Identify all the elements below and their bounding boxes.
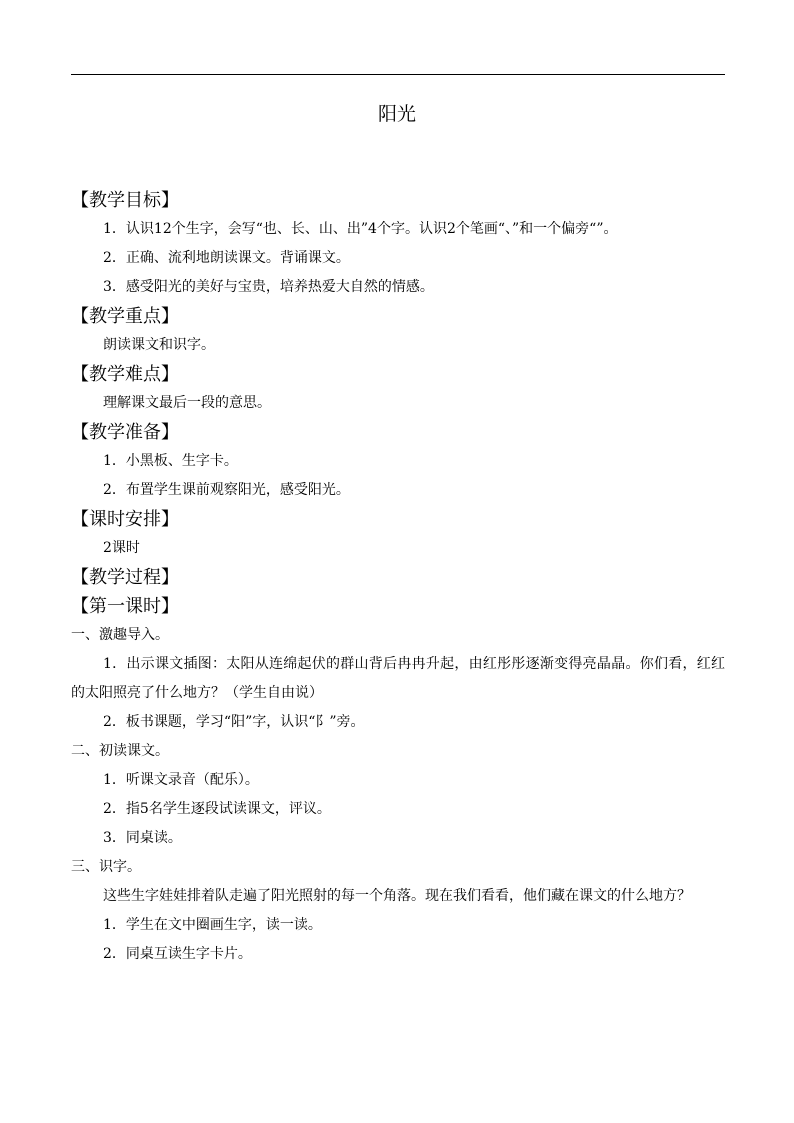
intro-paragraph: 1．出示课文插图：太阳从连绵起伏的群山背后冉冉升起，由红彤彤逐渐变得亮晶晶。你们看，红红的太阳照亮了什么地方？（学生自由说）: [71, 656, 725, 701]
literacy-paragraph: 这些生字娃娃排着队走遍了阳光照射的每一个角落。现在我们看看，他们藏在课文的什么地方？: [103, 888, 691, 904]
part-title-first-reading: 二、初读课文。: [71, 743, 169, 759]
first-reading-item-2: 2．指5名学生逐段试读课文，评议。: [103, 801, 331, 817]
section-heading-objectives: 【教学目标】: [71, 190, 179, 211]
section-heading-schedule: 【课时安排】: [71, 509, 179, 530]
objective-item-3: 3．感受阳光的美好与宝贵，培养热爱大自然的情感。: [103, 279, 434, 295]
literacy-item-1: 1．学生在文中圈画生字，读一读。: [103, 917, 322, 933]
section-heading-key-points: 【教学重点】: [71, 306, 179, 327]
literacy-item-2: 2．同桌互读生字卡片。: [103, 946, 252, 962]
preparation-item-1: 1．小黑板、生字卡。: [103, 453, 238, 469]
section-heading-preparation: 【教学准备】: [71, 422, 179, 443]
part-title-intro: 一、激趣导入。: [71, 627, 169, 643]
objective-item-1: 1．认识12个生字，会写“也、长、山、出”4个字。认识2个笔画“、”和一个偏旁“”。: [103, 221, 618, 237]
objective-item-2: 2．正确、流利地朗读课文。背诵课文。: [103, 250, 350, 266]
section-heading-difficulties: 【教学难点】: [71, 364, 179, 385]
intro-item-2: 2．板书课题，学习“阳”字，认识“阝”旁。: [103, 714, 365, 730]
schedule-text: 2课时: [103, 540, 140, 556]
section-heading-lesson-one: 【第一课时】: [71, 596, 179, 617]
preparation-item-2: 2．布置学生课前观察阳光，感受阳光。: [103, 482, 350, 498]
difficulties-text: 理解课文最后一段的意思。: [103, 395, 271, 411]
section-heading-process: 【教学过程】: [71, 567, 179, 588]
key-points-text: 朗读课文和识字。: [103, 337, 215, 353]
document-body: [71, 186, 725, 969]
page-title: 阳光: [377, 103, 416, 125]
first-reading-item-3: 3．同桌读。: [103, 830, 182, 846]
part-title-literacy: 三、识字。: [71, 859, 141, 875]
header-divider: [71, 74, 725, 75]
first-reading-item-1: 1．听课文录音（配乐）。: [103, 772, 259, 788]
